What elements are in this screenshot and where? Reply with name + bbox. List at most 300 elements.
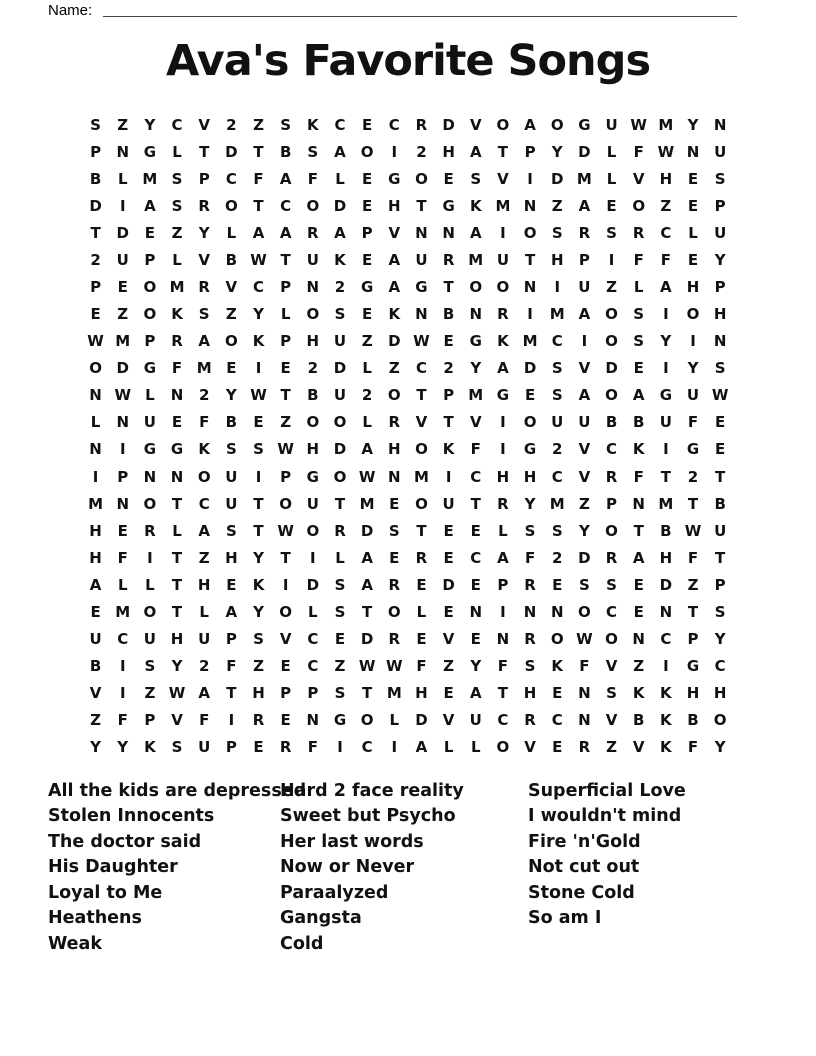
grid-letter: P	[144, 250, 156, 269]
grid-letter: O	[415, 494, 428, 513]
grid-letter: O	[605, 630, 618, 649]
grid-letter: K	[551, 657, 564, 676]
grid-letter: H	[686, 684, 700, 703]
grid-letter: C	[225, 169, 237, 188]
grid-letter: R	[144, 521, 156, 540]
grid-letter: N	[89, 440, 102, 459]
grid-letter: N	[632, 494, 645, 513]
grid-letter: E	[117, 278, 128, 296]
grid-letter: G	[442, 196, 455, 215]
grid-letter: N	[713, 332, 727, 351]
grid-letter: F	[687, 738, 699, 757]
grid-letter: M	[468, 250, 484, 269]
grid-letter: C	[117, 630, 129, 649]
grid-letter: W	[114, 386, 131, 405]
grid-letter: A	[660, 278, 672, 296]
grid-letter: O	[224, 332, 238, 351]
grid-letter: V	[578, 359, 591, 378]
grid-letter: N	[659, 602, 673, 621]
grid-letter: I	[119, 196, 126, 215]
grid-letter: C	[470, 467, 482, 486]
grid-letter: U	[496, 250, 510, 269]
grid-letter: V	[578, 467, 591, 486]
grid-letter: L	[443, 738, 454, 757]
grid-letter: E	[443, 332, 454, 351]
grid-letter: P	[280, 684, 292, 703]
word-list-column-2	[280, 779, 464, 957]
grid-letter: Y	[144, 115, 156, 134]
grid-letter: Y	[687, 359, 699, 378]
grid-letter: S	[606, 684, 617, 703]
grid-letter: N	[469, 305, 483, 324]
grid-letter: T	[524, 250, 536, 269]
grid-letter: S	[307, 142, 319, 161]
grid-letter: E	[715, 413, 726, 432]
grid-letter: D	[442, 575, 455, 594]
grid-letter: L	[498, 521, 508, 540]
grid-letter: M	[115, 602, 131, 621]
grid-letter: W	[684, 521, 702, 540]
grid-letter: S	[714, 359, 726, 378]
grid-letter: E	[633, 602, 644, 621]
grid-letter: E	[443, 169, 454, 188]
grid-letter: A	[578, 196, 591, 215]
grid-letter: M	[413, 467, 429, 486]
grid-letter: O	[496, 738, 510, 757]
grid-letter: S	[334, 305, 346, 324]
grid-letter: E	[334, 630, 346, 649]
grid-letter: U	[686, 386, 700, 405]
grid-letter: Y	[470, 359, 482, 378]
grid-letter: H	[496, 467, 510, 486]
grid-letter: M	[142, 169, 158, 188]
grid-letter: N	[496, 630, 510, 649]
grid-letter: O	[306, 413, 320, 432]
grid-letter: T	[171, 575, 183, 594]
grid-letter: D	[333, 359, 347, 378]
grid-letter: U	[198, 738, 211, 757]
grid-letter: O	[605, 521, 618, 540]
grid-letter: S	[334, 602, 346, 621]
grid-letter: E	[687, 196, 699, 215]
grid-letter: T	[715, 467, 726, 486]
grid-letter: E	[362, 250, 373, 269]
grid-letter: R	[605, 548, 618, 567]
grid-letter: M	[468, 386, 484, 405]
grid-letter: T	[199, 142, 210, 161]
grid-letter: C	[497, 711, 509, 730]
word-list-item: Paraalyzed	[280, 882, 389, 903]
grid-letter: A	[469, 142, 482, 161]
grid-letter: P	[606, 494, 618, 513]
grid-letter: O	[415, 440, 428, 459]
grid-letter: H	[659, 169, 673, 188]
word-list-item: Loyal to Me	[48, 882, 163, 903]
grid-letter: F	[470, 440, 481, 459]
grid-letter: H	[550, 250, 564, 269]
grid-letter: E	[362, 305, 373, 324]
grid-letter: P	[443, 386, 455, 405]
grid-letter: I	[391, 142, 398, 161]
word-list-item: Sweet but Psycho	[280, 806, 456, 827]
grid-letter: F	[253, 169, 264, 188]
grid-letter: A	[89, 575, 102, 594]
grid-letter: L	[280, 305, 291, 324]
grid-letter: O	[550, 115, 564, 134]
grid-letter: T	[253, 142, 264, 161]
grid-letter: E	[416, 575, 427, 594]
grid-letter: 2	[307, 359, 319, 378]
grid-letter: U	[89, 630, 102, 649]
grid-letter: P	[225, 630, 237, 649]
grid-letter: E	[470, 630, 481, 649]
grid-letter: U	[225, 467, 238, 486]
grid-letter: U	[605, 115, 618, 134]
grid-letter: I	[500, 602, 506, 621]
grid-letter: G	[415, 278, 428, 296]
grid-letter: U	[198, 630, 211, 649]
grid-letter: O	[279, 494, 293, 513]
grid-letter: I	[663, 305, 669, 324]
grid-letter: L	[688, 223, 698, 242]
grid-letter: R	[524, 575, 536, 594]
grid-letter: K	[198, 440, 211, 459]
grid-letter: F	[579, 657, 590, 676]
name-blank-line[interactable]	[103, 16, 737, 17]
grid-letter: B	[714, 494, 726, 513]
grid-letter: D	[89, 196, 102, 215]
grid-letter: T	[253, 494, 264, 513]
grid-letter: T	[715, 548, 726, 567]
grid-letter: 2	[416, 142, 427, 161]
grid-letter: 2	[552, 440, 563, 459]
grid-letter: O	[360, 711, 374, 730]
grid-letter: L	[389, 711, 400, 730]
word-search-grid	[82, 111, 734, 761]
grid-letter: S	[225, 521, 237, 540]
grid-letter: S	[334, 575, 346, 594]
grid-letter: O	[89, 359, 102, 378]
grid-letter: R	[198, 278, 210, 296]
grid-letter: P	[90, 142, 102, 161]
grid-letter: H	[306, 332, 320, 351]
grid-letter: O	[387, 602, 401, 621]
grid-letter: V	[578, 440, 591, 459]
grid-letter: V	[415, 413, 428, 432]
grid-letter: I	[255, 359, 262, 378]
word-list-column-1	[48, 779, 306, 957]
grid-letter: D	[523, 359, 537, 378]
grid-letter: Z	[388, 359, 400, 378]
grid-letter: H	[170, 630, 184, 649]
grid-letter: H	[388, 440, 401, 459]
grid-letter: 2	[226, 115, 237, 134]
grid-letter: L	[416, 602, 427, 621]
grid-letter: Z	[578, 494, 590, 513]
grid-letter: S	[171, 169, 183, 188]
grid-letter: Z	[334, 657, 346, 676]
grid-letter: I	[663, 359, 669, 378]
grid-letter: E	[552, 684, 563, 703]
grid-letter: Y	[551, 142, 563, 161]
grid-letter: I	[690, 332, 696, 351]
grid-letter: V	[497, 169, 509, 188]
grid-letter: N	[578, 684, 591, 703]
grid-letter: S	[225, 440, 237, 459]
grid-letter: A	[279, 169, 292, 188]
grid-letter: W	[168, 684, 186, 703]
grid-letter: D	[333, 440, 347, 459]
grid-letter: 2	[198, 657, 210, 676]
grid-letter: C	[551, 711, 563, 730]
grid-letter: S	[198, 305, 210, 324]
grid-letter: T	[253, 521, 264, 540]
grid-letter: E	[633, 359, 644, 378]
grid-letter: L	[199, 602, 209, 621]
grid-letter: N	[578, 711, 591, 730]
grid-letter: S	[171, 738, 183, 757]
grid-letter: R	[524, 630, 536, 649]
grid-letter: Z	[253, 657, 264, 676]
grid-letter: E	[715, 440, 726, 459]
grid-letter: Z	[117, 305, 129, 324]
grid-letter: O	[605, 386, 618, 405]
grid-letter: Z	[198, 548, 210, 567]
grid-letter: W	[630, 115, 647, 134]
grid-letter: H	[225, 548, 238, 567]
word-list-item: Gangsta	[280, 908, 362, 929]
grid-letter: B	[279, 142, 292, 161]
grid-letter: Y	[117, 738, 129, 757]
grid-letter: P	[687, 630, 699, 649]
grid-letter: P	[307, 684, 319, 703]
grid-letter: F	[633, 467, 644, 486]
grid-letter: B	[605, 413, 618, 432]
word-list-item: All the kids are depressed	[48, 781, 307, 801]
grid-letter: M	[495, 196, 511, 215]
grid-letter: C	[551, 332, 563, 351]
grid-letter: O	[224, 196, 238, 215]
grid-letter: L	[90, 413, 101, 432]
grid-letter: T	[497, 684, 509, 703]
grid-letter: A	[415, 738, 428, 757]
grid-letter: U	[333, 386, 347, 405]
grid-letter: H	[523, 684, 537, 703]
grid-letter: A	[198, 684, 210, 703]
grid-letter: Y	[253, 602, 264, 621]
grid-letter: U	[333, 332, 347, 351]
word-list-item: Stolen Innocents	[48, 806, 215, 827]
grid-letter: A	[225, 602, 238, 621]
grid-letter: S	[551, 223, 563, 242]
grid-letter: N	[306, 278, 320, 296]
grid-letter: L	[226, 223, 237, 242]
grid-letter: T	[334, 494, 346, 513]
grid-letter: O	[713, 711, 727, 730]
grid-letter: A	[279, 223, 292, 242]
grid-letter: F	[524, 548, 536, 567]
grid-letter: M	[169, 278, 185, 296]
grid-letter: R	[415, 115, 428, 134]
grid-letter: H	[523, 467, 537, 486]
grid-letter: T	[90, 223, 101, 242]
grid-letter: Z	[90, 711, 102, 730]
grid-letter: T	[443, 278, 454, 296]
grid-letter: Z	[225, 305, 237, 324]
grid-letter: K	[660, 711, 672, 730]
grid-letter: B	[660, 521, 672, 540]
grid-letter: O	[686, 305, 700, 324]
grid-letter: H	[713, 684, 727, 703]
grid-letter: R	[307, 223, 319, 242]
grid-letter: E	[443, 548, 454, 567]
grid-letter: E	[606, 196, 617, 215]
grid-letter: N	[415, 223, 428, 242]
grid-letter: O	[578, 602, 591, 621]
grid-letter: Y	[524, 494, 536, 513]
grid-letter: B	[225, 250, 238, 269]
grid-letter: N	[523, 602, 537, 621]
grid-letter: B	[89, 657, 102, 676]
grid-letter: E	[687, 169, 699, 188]
grid-letter: S	[551, 386, 563, 405]
grid-letter: I	[581, 332, 588, 351]
grid-letter: W	[358, 467, 376, 486]
grid-letter: E	[226, 575, 237, 594]
grid-letter: M	[196, 359, 212, 378]
grid-letter: K	[388, 305, 401, 324]
grid-letter: E	[226, 359, 237, 378]
grid-letter: A	[361, 548, 373, 567]
grid-letter: K	[497, 332, 509, 351]
grid-letter: V	[469, 115, 482, 134]
grid-letter: W	[277, 440, 294, 459]
grid-letter: I	[500, 413, 506, 432]
grid-letter: D	[605, 359, 618, 378]
grid-letter: R	[415, 548, 428, 567]
grid-letter: V	[279, 630, 292, 649]
grid-letter: N	[415, 305, 428, 324]
grid-letter: Y	[578, 521, 590, 540]
grid-letter: Y	[687, 115, 699, 134]
grid-letter: Z	[551, 196, 563, 215]
grid-letter: O	[143, 602, 157, 621]
grid-letter: C	[551, 467, 563, 486]
grid-letter: D	[578, 142, 591, 161]
grid-letter: M	[549, 494, 565, 513]
grid-letter: D	[116, 223, 129, 242]
grid-letter: T	[280, 250, 291, 269]
grid-letter: Z	[253, 115, 264, 134]
grid-letter: C	[606, 440, 618, 459]
grid-letter: N	[686, 142, 700, 161]
grid-letter: V	[388, 223, 401, 242]
grid-letter: P	[144, 711, 156, 730]
grid-letter: 2	[443, 359, 454, 378]
grid-letter: N	[713, 115, 727, 134]
grid-letter: 2	[361, 386, 373, 405]
grid-letter: Y	[171, 657, 183, 676]
grid-letter: E	[416, 630, 427, 649]
grid-letter: E	[280, 657, 291, 676]
word-list-item: Cold	[280, 933, 324, 954]
word-list-item: Stone Cold	[528, 882, 635, 903]
grid-letter: F	[660, 250, 671, 269]
grid-letter: K	[442, 440, 455, 459]
word-list-item: Superficial Love	[528, 781, 686, 801]
grid-letter: G	[170, 440, 184, 459]
grid-letter: O	[197, 467, 211, 486]
word-list-column-3	[528, 779, 686, 932]
grid-letter: W	[711, 386, 729, 405]
grid-letter: B	[89, 169, 102, 188]
grid-letter: E	[117, 521, 128, 540]
grid-letter: C	[415, 359, 427, 378]
grid-letter: B	[687, 711, 699, 730]
grid-letter: W	[386, 657, 403, 676]
grid-letter: U	[143, 413, 156, 432]
grid-letter: I	[337, 738, 343, 757]
grid-letter: H	[306, 440, 320, 459]
grid-letter: U	[143, 630, 156, 649]
grid-letter: T	[226, 684, 237, 703]
grid-letter: O	[143, 494, 157, 513]
grid-letter: I	[92, 467, 99, 486]
grid-letter: V	[632, 169, 645, 188]
grid-letter: E	[389, 494, 400, 513]
grid-letter: A	[632, 386, 645, 405]
grid-letter: T	[362, 684, 373, 703]
grid-letter: G	[496, 386, 510, 405]
grid-letter: M	[658, 494, 674, 513]
grid-letter: N	[170, 467, 184, 486]
grid-letter: Y	[90, 738, 102, 757]
name-label: Name:	[48, 2, 93, 19]
grid-letter: B	[442, 305, 455, 324]
grid-letter: U	[659, 413, 672, 432]
grid-letter: O	[550, 630, 564, 649]
grid-letter: W	[358, 657, 376, 676]
grid-letter: U	[714, 223, 727, 242]
grid-letter: E	[470, 521, 481, 540]
grid-letter: Y	[714, 250, 726, 269]
grid-letter: U	[551, 413, 564, 432]
grid-letter: E	[552, 575, 563, 594]
grid-letter: D	[659, 575, 673, 594]
grid-letter: L	[335, 169, 345, 188]
grid-letter: S	[470, 169, 482, 188]
grid-letter: E	[90, 305, 101, 324]
grid-letter: V	[198, 115, 210, 134]
grid-letter: 2	[552, 548, 563, 567]
grid-letter: L	[335, 548, 345, 567]
word-list-item: Heathens	[48, 908, 142, 929]
grid-letter: N	[523, 278, 537, 296]
grid-letter: I	[663, 657, 669, 676]
grid-letter: R	[171, 332, 183, 351]
grid-letter: D	[225, 142, 238, 161]
grid-letter: V	[198, 250, 210, 269]
grid-letter: N	[632, 630, 645, 649]
grid-letter: N	[388, 467, 401, 486]
grid-letter: C	[660, 630, 672, 649]
grid-letter: S	[280, 115, 292, 134]
grid-letter: Y	[470, 657, 482, 676]
grid-letter: P	[198, 169, 210, 188]
grid-letter: L	[145, 575, 155, 594]
grid-letter: Z	[606, 738, 617, 757]
grid-letter: L	[606, 142, 617, 161]
